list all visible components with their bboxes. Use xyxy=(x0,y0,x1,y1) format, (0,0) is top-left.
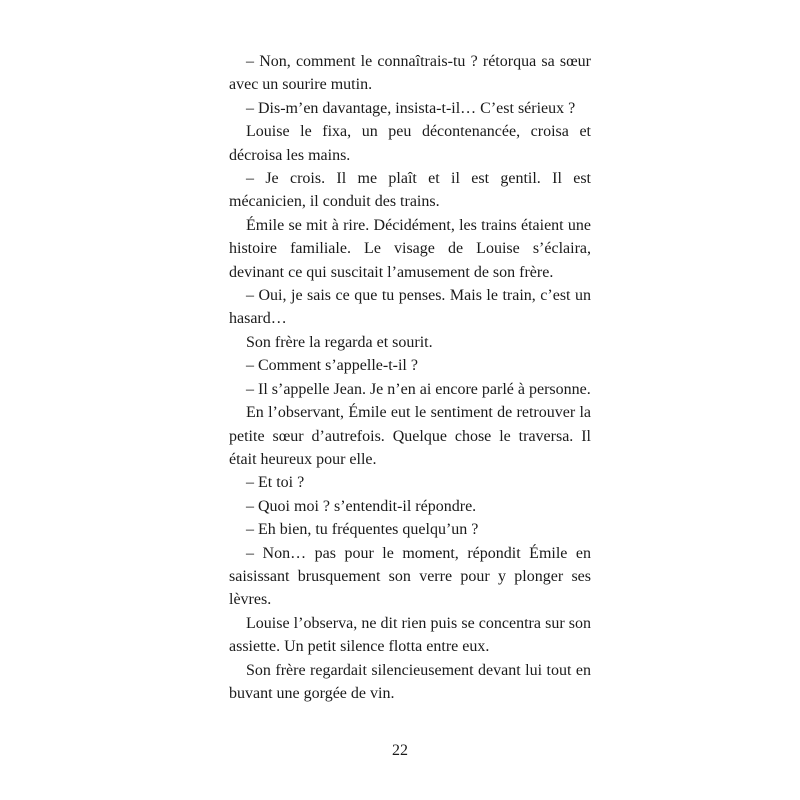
paragraph: – Il s’appelle Jean. Je n’en ai encore parlé à personne. xyxy=(246,380,591,398)
paragraph: En l’observant, Émile eut le sentiment de retrouver la petite sœur d’autrefois. Quelque chose le traversa. Il était heureux pour elle. xyxy=(229,404,591,468)
paragraph: – Quoi moi ? s’entendit-il répondre. xyxy=(246,497,477,515)
paragraph: Son frère regardait silencieusement devant lui tout en buvant une gorgée de vin. xyxy=(229,661,591,702)
paragraph: – Et toi ? xyxy=(246,474,305,492)
paragraph: – Non, comment le connaîtrais-tu ? rétorqua sa sœur avec un sourire mutin. xyxy=(229,53,591,94)
page-number: 22 xyxy=(392,742,408,759)
page-body-text xyxy=(229,50,591,705)
paragraph: Louise l’observa, ne dit rien puis se concentra sur son assiette. Un petit silence flotta entre eux. xyxy=(229,614,591,656)
paragraph: Louise le fixa, un peu décontenancée, croisa et décroisa les mains. xyxy=(229,123,591,164)
paragraph: – Comment s’appelle-t-il ? xyxy=(246,357,418,375)
paragraph: – Eh bien, tu fréquentes quelqu’un ? xyxy=(246,521,479,539)
paragraph: – Oui, je sais ce que tu penses. Mais le train, c’est un hasard… xyxy=(229,287,591,328)
paragraph: Émile se mit à rire. Décidément, les trains étaient une histoire familiale. Le visage de Louise s’éclaira, devinant ce qui suscitait l’amusement de son frère. xyxy=(229,216,591,281)
paragraph: – Non… pas pour le moment, répondit Émile en saisissant brusquement son verre pour y plonger ses lèvres. xyxy=(229,544,591,609)
paragraph: Son frère la regarda et sourit. xyxy=(246,333,433,351)
paragraph: – Je crois. Il me plaît et il est gentil. Il est mécanicien, il conduit des trains. xyxy=(229,170,591,211)
paragraph: – Dis-m’en davantage, insista-t-il… C’est sérieux ? xyxy=(246,99,576,117)
